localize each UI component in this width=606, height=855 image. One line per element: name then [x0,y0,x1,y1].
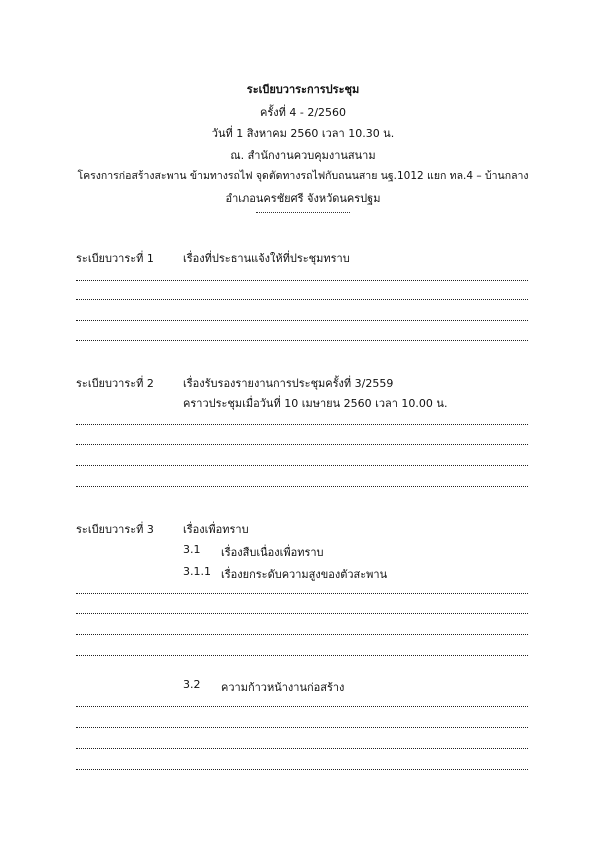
writing-line [76,465,528,466]
item-3-2-number: 3.2 [183,678,201,691]
agenda-1-title: เรื่องที่ประธานแจ้งให้ที่ประชุมทราบ [183,252,350,265]
project-name: โครงการก่อสร้างสะพาน ข้ามทางรถไฟ จุดตัดทางรถไฟกับถนนสาย นฐ.1012 แยก ทล.4 – บ้านกลาง [77,170,529,182]
item-3-1-1-text: เรื่องยกระดับความสูงของตัวสะพาน [221,568,388,581]
meeting-datetime: วันที่ 1 สิงหาคม 2560 เวลา 10.30 น. [211,127,395,140]
agenda-3-label: ระเบียบวาระที่ 3 [76,523,154,536]
project-location: อำเภอนครชัยศรี จังหวัดนครปฐม [225,192,381,205]
agenda-2-label: ระเบียบวาระที่ 2 [76,377,154,390]
writing-line [76,280,528,281]
writing-line [76,613,528,614]
item-3-1-text: เรื่องสืบเนื่องเพื่อทราบ [221,546,324,559]
writing-line [76,748,528,749]
writing-line [76,769,528,770]
document-title: ระเบียบวาระการประชุม [246,83,360,96]
writing-line [76,424,528,425]
writing-line [76,299,528,300]
writing-line [76,486,528,487]
writing-line [76,706,528,707]
writing-line [76,655,528,656]
agenda-3-title: เรื่องเพื่อทราบ [183,523,249,536]
writing-line [76,634,528,635]
meeting-session: ครั้งที่ 4 - 2/2560 [259,106,347,119]
agenda-2-title: เรื่องรับรองรายงานการประชุมครั้งที่ 3/2559 [183,377,394,390]
item-3-1-number: 3.1 [183,543,201,556]
writing-line [76,340,528,341]
header-divider [256,212,350,213]
agenda-2-title-line2: คราวประชุมเมื่อวันที่ 10 เมษายน 2560 เวลา 10.00 น. [183,397,448,410]
writing-line [76,593,528,594]
writing-line [76,444,528,445]
meeting-venue: ณ. สำนักงานควบคุมงานสนาม [230,149,376,162]
writing-line [76,727,528,728]
writing-line [76,320,528,321]
item-3-1-1-number: 3.1.1 [183,565,211,578]
item-3-2-text: ความก้าวหน้างานก่อสร้าง [221,681,345,694]
agenda-1-label: ระเบียบวาระที่ 1 [76,252,154,265]
